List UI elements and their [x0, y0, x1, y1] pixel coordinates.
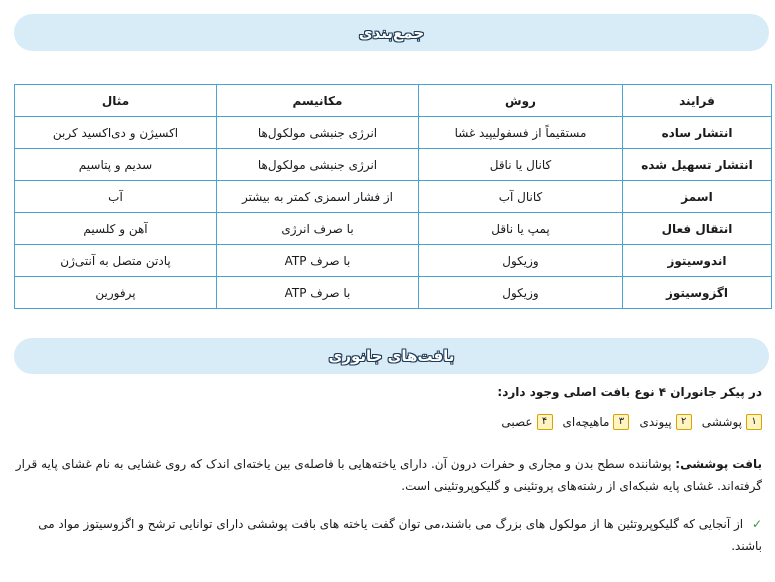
cell-method: کانال آب [419, 181, 623, 213]
table-row [15, 117, 772, 149]
note-paragraph [10, 513, 762, 557]
tissue-type-label: پیوندی [639, 415, 672, 429]
header-method: روش [419, 85, 623, 117]
cell-process: انتقال فعال [623, 213, 772, 245]
epithelial-text: پوشاننده سطح بدن و مجاری و حفرات درون آن. دارای یاخته‌هایی با فاصله‌ی بین یاخته‌ای اندک که روی غشایی به نام غشای پایه قرار گرفته‌اند. غشای پایه شبکه‌ای از رشته‌های پروتئینی و گلیکوپروتئینی است. [15, 457, 762, 493]
number-badge: ۲ [676, 414, 692, 430]
header-process: فرایند [623, 85, 772, 117]
cell-mechanism: با صرف ATP [217, 245, 419, 277]
cell-method: وزیکول [419, 277, 623, 309]
cell-mechanism: از فشار اسمزی کمتر به بیشتر [217, 181, 419, 213]
number-badge: ۱ [746, 414, 762, 430]
epithelial-title: بافت پوششی: [675, 457, 762, 471]
cell-example: پادتن متصل به آنتی‌ژن [15, 245, 217, 277]
table-row [15, 149, 772, 181]
header-example: مثال [15, 85, 217, 117]
tissues-banner [14, 338, 769, 374]
cell-mechanism: انرژی جنبشی مولکول‌ها [217, 117, 419, 149]
tissue-type-label: عصبی [501, 415, 533, 429]
tissue-type-label: ماهیچه‌ای [562, 415, 610, 429]
cell-method: کانال یا ناقل [419, 149, 623, 181]
cell-process: اسمز [623, 181, 772, 213]
table-row [15, 213, 772, 245]
cell-process: انتشار ساده [623, 117, 772, 149]
header-mechanism: مکانیسم [217, 85, 419, 117]
tissue-type-item [563, 411, 630, 433]
cell-method: پمپ یا ناقل [419, 213, 623, 245]
note-text: از آنجایی که گلیکوپروتئین ها از مولکول های بزرگ می باشند،می توان گفت یاخته های بافت پوششی دارای توانایی ترشح و اگزوسیتوز مواد می باشند. [38, 517, 762, 553]
cell-mechanism: با صرف انرژی [217, 213, 419, 245]
table-header-row [15, 85, 772, 117]
cell-process: اگزوسیتوز [623, 277, 772, 309]
cell-example: آب [15, 181, 217, 213]
cell-mechanism: انرژی جنبشی مولکول‌ها [217, 149, 419, 181]
summary-title: جمع‌بندی [358, 23, 425, 42]
intro-line: در پیکر جانوران ۴ نوع بافت اصلی وجود دارد: [497, 385, 762, 399]
transport-summary-table [14, 84, 772, 309]
table-row [15, 277, 772, 309]
tissue-type-item [639, 411, 691, 433]
cell-example: آهن و کلسیم [15, 213, 217, 245]
cell-example: پرفورین [15, 277, 217, 309]
epithelial-paragraph [10, 453, 762, 497]
tissue-type-item [501, 411, 552, 433]
cell-method: مستقیماً از فسفولیپید غشا [419, 117, 623, 149]
checkmark-icon: ✓ [751, 517, 762, 531]
cell-example: اکسیژن و دی‌اکسید کربن [15, 117, 217, 149]
tissue-type-label: پوششی [701, 415, 742, 429]
tissue-type-list [10, 411, 762, 433]
cell-example: سدیم و پتاسیم [15, 149, 217, 181]
summary-banner [14, 14, 769, 51]
cell-method: وزیکول [419, 245, 623, 277]
number-badge: ۳ [613, 414, 629, 430]
cell-process: انتشار تسهیل شده [623, 149, 772, 181]
number-badge: ۴ [537, 414, 553, 430]
tissue-type-item [702, 411, 762, 433]
tissues-title: بافت‌های جانوری [328, 347, 455, 365]
cell-process: اندوسیتوز [623, 245, 772, 277]
table-row [15, 181, 772, 213]
table-row [15, 245, 772, 277]
cell-mechanism: با صرف ATP [217, 277, 419, 309]
